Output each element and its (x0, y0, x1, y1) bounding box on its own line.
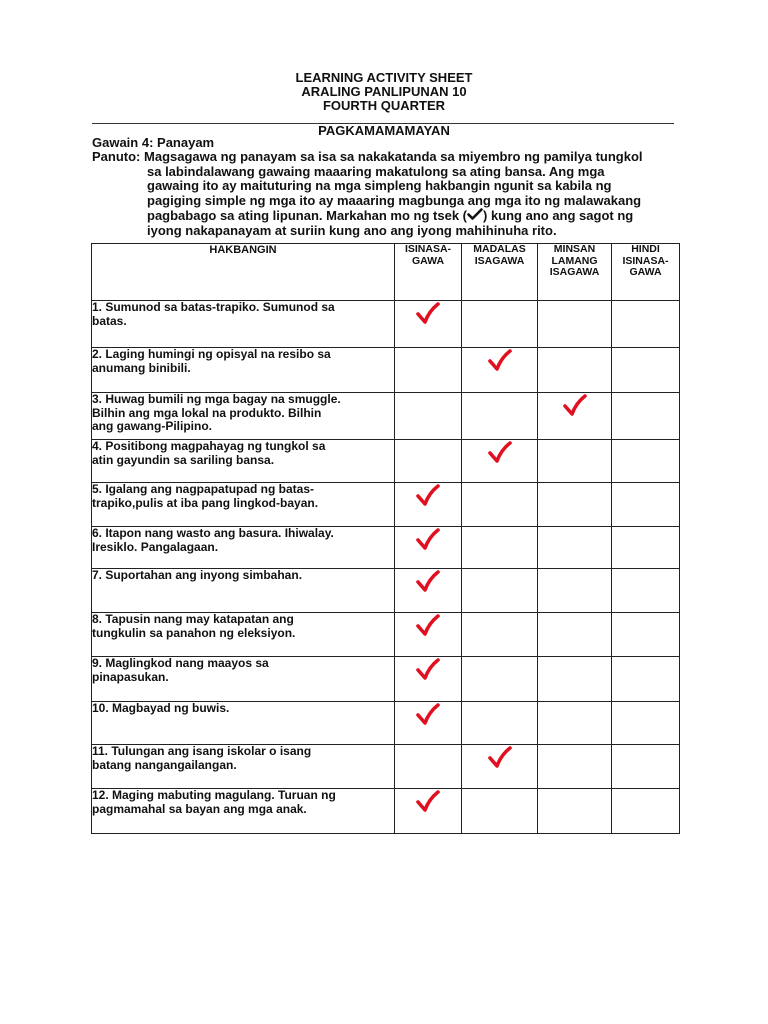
checkbox-cell[interactable] (395, 702, 462, 745)
row-text-line: 3. Huwag bumili ng mga bagay na smuggle. (92, 392, 341, 406)
row-text-line: Bilhin ang mga lokal na produkto. Bilhin (92, 405, 322, 420)
checkbox-cell[interactable] (395, 789, 462, 834)
header-title: LEARNING ACTIVITY SHEET (295, 70, 473, 85)
check-icon (467, 208, 483, 221)
header-text: ISINASA- (404, 243, 452, 255)
header-text: LAMANG (551, 254, 598, 267)
row-text-line: Iresiklo. Pangalagaan. (92, 539, 219, 554)
table-row (92, 569, 680, 613)
checkbox-cell[interactable] (395, 613, 462, 657)
check-icon (415, 301, 441, 325)
row-item-text (92, 301, 395, 348)
table-row (92, 613, 680, 657)
section-title: PAGKAMAMAMAYAN (318, 123, 450, 138)
row-text-line: 6. Itapon nang wasto ang basura. Ihiwalay. (92, 526, 334, 540)
check-icon (487, 348, 513, 372)
checkbox-cell[interactable] (538, 301, 612, 348)
row-text-line: batang nangangailangan. (92, 757, 237, 772)
checkbox-cell[interactable] (538, 348, 612, 393)
header-quarter: FOURTH QUARTER (322, 98, 446, 113)
table-header-row (92, 244, 680, 301)
table-row (92, 393, 680, 440)
check-icon (415, 527, 441, 551)
row-text-line: 4. Positibong magpahayag ng tungkol sa (92, 439, 326, 453)
checkbox-cell[interactable] (612, 745, 680, 789)
check-icon (487, 440, 513, 464)
checkbox-cell[interactable] (612, 527, 680, 569)
row-item-text (92, 745, 395, 789)
header-subject: ARALING PANLIPUNAN 10 (301, 84, 467, 99)
row-item-text (92, 569, 395, 613)
check-icon (415, 613, 441, 637)
check-icon (415, 702, 441, 726)
checkbox-cell[interactable] (462, 569, 538, 613)
check-icon (562, 393, 588, 417)
checkbox-cell[interactable] (612, 613, 680, 657)
row-text-line: 8. Tapusin nang may katapatan ang (92, 612, 294, 626)
row-text-line: ang gawang-Pilipino. (92, 419, 212, 433)
checkbox-cell[interactable] (395, 301, 462, 348)
checkbox-cell[interactable] (538, 702, 612, 745)
instructions-line (147, 208, 682, 224)
row-text-line: atin gayundin sa sariling bansa. (92, 452, 275, 467)
checkbox-cell[interactable] (538, 527, 612, 569)
instructions (92, 150, 682, 238)
header-isinasagawa (395, 244, 462, 301)
row-item-text (92, 483, 395, 527)
header-text: GAWA (411, 254, 445, 267)
checkbox-cell[interactable] (395, 657, 462, 702)
checkbox-cell[interactable] (395, 393, 462, 440)
header-text: ISAGAWA (474, 254, 525, 267)
instructions-line: sa labindalawang gawaing maaaring makatulong sa ating bansa. Ang mga (147, 163, 605, 179)
instructions-text: pagbabago sa ating lipunan. Markahan mo ng tsek ( (147, 208, 467, 223)
checkbox-cell[interactable] (462, 440, 538, 483)
header-madalas-isagawa (462, 244, 538, 301)
row-item-text (92, 613, 395, 657)
checkbox-cell[interactable] (462, 745, 538, 789)
header-text: GAWA (629, 266, 662, 278)
checkbox-cell[interactable] (462, 301, 538, 348)
checkbox-cell[interactable] (612, 440, 680, 483)
checkbox-cell[interactable] (395, 483, 462, 527)
activity-title: Gawain 4: Panayam (92, 135, 215, 150)
checkbox-cell[interactable] (538, 440, 612, 483)
checkbox-cell[interactable] (462, 702, 538, 745)
checkbox-cell[interactable] (612, 657, 680, 702)
check-icon (415, 483, 441, 507)
row-text-line: 1. Sumunod sa batas-trapiko. Sumunod sa (92, 300, 335, 314)
checkbox-cell[interactable] (462, 527, 538, 569)
checkbox-cell[interactable] (612, 789, 680, 834)
row-item-text (92, 393, 395, 440)
row-text-line: 12. Maging mabuting magulang. Turuan ng (92, 788, 336, 802)
checkbox-cell[interactable] (612, 702, 680, 745)
checkbox-cell[interactable] (612, 393, 680, 440)
check-icon (415, 789, 441, 813)
checkbox-cell[interactable] (462, 657, 538, 702)
header-text: ISAGAWA (549, 266, 600, 278)
table-row (92, 657, 680, 702)
header-text: MINSAN (553, 243, 596, 255)
table-row (92, 745, 680, 789)
checkbox-cell[interactable] (395, 745, 462, 789)
checkbox-cell[interactable] (538, 657, 612, 702)
row-text-line: 11. Tulungan ang isang iskolar o isang (92, 744, 312, 758)
checkbox-cell[interactable] (538, 789, 612, 834)
header-text: MADALAS (473, 243, 526, 255)
table-row (92, 527, 680, 569)
checkbox-cell[interactable] (462, 789, 538, 834)
checkbox-cell[interactable] (395, 348, 462, 393)
checkbox-cell[interactable] (612, 569, 680, 613)
instructions-text: ) kung ano ang sagot ng (483, 208, 634, 223)
table-row (92, 348, 680, 393)
instructions-line: Magsagawa ng panayam sa isa sa nakakatanda sa miyembro ng pamilya tungkol (144, 149, 643, 164)
table-row (92, 301, 680, 348)
instructions-label: Panuto: (92, 149, 141, 164)
row-item-text (92, 789, 395, 834)
row-item-text (92, 527, 395, 569)
table-row (92, 483, 680, 527)
checkbox-cell[interactable] (395, 569, 462, 613)
checkbox-cell[interactable] (395, 527, 462, 569)
checkbox-cell[interactable] (395, 440, 462, 483)
row-item-text (92, 440, 395, 483)
instructions-line: iyong nakapanayam at suriin kung ano ang iyong mahihinuha rito. (147, 222, 557, 238)
row-text-line: pagmamahal sa bayan ang mga anak. (92, 801, 307, 816)
row-text-line: 9. Maglingkod nang maayos sa (92, 656, 269, 670)
table-row (92, 440, 680, 483)
table-row (92, 789, 680, 834)
table-row (92, 702, 680, 745)
row-text-line: 5. Igalang ang nagpapatupad ng batas- (92, 482, 315, 496)
row-text-line: anumang binibili. (92, 360, 191, 375)
checkbox-cell[interactable] (612, 348, 680, 393)
checkbox-cell[interactable] (462, 613, 538, 657)
checkbox-cell[interactable] (538, 483, 612, 527)
checkbox-cell[interactable] (538, 393, 612, 440)
header-hindi-isinasagawa (612, 244, 680, 301)
instructions-line: pagiging simple ng mga ito ay maaaring magbunga ang mga ito ng malawakang (147, 192, 642, 208)
header-minsan-lamang-isagawa (538, 244, 612, 301)
row-text-line: trapiko,pulis at iba pang lingkod-bayan. (92, 495, 319, 510)
checkbox-cell[interactable] (462, 348, 538, 393)
checkbox-cell[interactable] (538, 569, 612, 613)
row-text-line: pinapasukan. (92, 669, 169, 684)
row-text-line: batas. (92, 313, 127, 328)
row-text-line: tungkulin sa panahon ng eleksiyon. (92, 625, 296, 640)
header-hakbangin: HAKBANGIN (92, 244, 395, 301)
checkbox-cell[interactable] (538, 745, 612, 789)
checkbox-cell[interactable] (462, 393, 538, 440)
header-text: ISINASA- (622, 254, 669, 267)
checkbox-cell[interactable] (462, 483, 538, 527)
row-text-line: 2. Laging humingi ng opisyal na resibo sa (92, 347, 331, 361)
sheet-header (0, 71, 768, 113)
check-icon (415, 569, 441, 593)
check-icon (415, 657, 441, 681)
row-item-text (92, 702, 395, 745)
check-icon (487, 745, 513, 769)
instructions-line: gawaing ito ay maituturing na mga simpleng hakbangin ngunit sa kabila ng (147, 178, 612, 193)
header-text: HINDI (631, 243, 660, 255)
checklist-table (91, 243, 680, 834)
row-text-line: 10. Magbayad ng buwis. (92, 701, 230, 715)
row-item-text (92, 348, 395, 393)
checkbox-cell[interactable] (612, 301, 680, 348)
row-text-line: 7. Suportahan ang inyong simbahan. (92, 568, 303, 582)
row-item-text (92, 657, 395, 702)
checkbox-cell[interactable] (538, 613, 612, 657)
checkbox-cell[interactable] (612, 483, 680, 527)
